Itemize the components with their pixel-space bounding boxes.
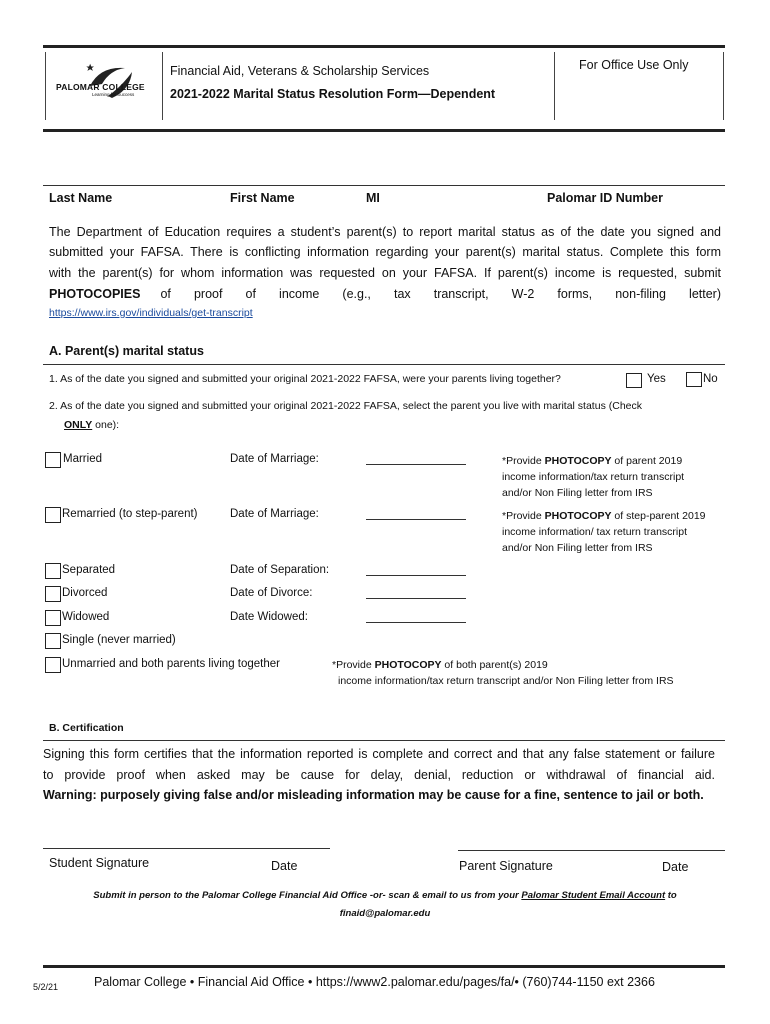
married-label: Married	[63, 453, 102, 465]
separated-label: Separated	[62, 564, 116, 576]
financial-aid-email: finaid@palomar.edu	[339, 908, 431, 919]
logo-text: PALOMAR COLLEGE	[56, 82, 145, 92]
married-note: *Provide PHOTOCOPY of parent 2019 income information/tax return transcript and/or Non Filing letter from IRS	[502, 455, 685, 499]
remarried-checkbox[interactable]	[45, 507, 61, 523]
date-of-separation-field[interactable]	[366, 575, 466, 576]
parent-signature-line[interactable]	[458, 850, 725, 851]
widowed-checkbox[interactable]	[45, 610, 61, 626]
photocopies-emphasis: PHOTOCOPIES	[49, 287, 141, 301]
mi-label: MI	[366, 191, 380, 205]
department-name: Financial Aid, Veterans & Scholarship Services	[170, 64, 430, 78]
title-cell	[162, 52, 555, 120]
intro-line-2: submitted your FAFSA. There is conflicting information regarding your parent(s) marital status. Complete this form	[49, 245, 721, 259]
unmarried-together-label: Unmarried and both parents living together	[62, 658, 280, 670]
footer-contact: Palomar College • Financial Aid Office • https://www2.palomar.edu/pages/fa/• (760)744-1150 ext 2366	[94, 975, 655, 989]
one-text: one):	[92, 419, 120, 431]
date-of-divorce-field[interactable]	[366, 598, 466, 599]
parent-date-label: Date	[662, 860, 689, 874]
date-of-marriage-label: Date of Marriage:	[230, 453, 319, 465]
intro-line-4	[49, 287, 721, 301]
date-of-divorce-label: Date of Divorce:	[230, 587, 313, 599]
date-of-remarriage-field[interactable]	[366, 519, 466, 520]
parents-together-yes-checkbox[interactable]	[626, 373, 642, 388]
remarried-label: Remarried (to step-parent)	[62, 508, 198, 520]
separated-checkbox[interactable]	[45, 563, 61, 579]
section-a-rule	[43, 364, 725, 365]
name-row-rule	[43, 185, 725, 186]
section-a-heading: A. Parent(s) marital status	[49, 344, 204, 358]
divorced-checkbox[interactable]	[45, 586, 61, 602]
no-label: No	[703, 373, 718, 385]
form-version: 5/2/21	[33, 982, 59, 992]
parent-signature-label: Parent Signature	[459, 859, 553, 873]
question-2-line-1: 2. As of the date you signed and submitted your original 2021-2022 FAFSA, select the parent you live with marital status (Check	[49, 400, 642, 412]
only-emphasis: ONLY	[64, 419, 93, 431]
palomar-id-label: Palomar ID Number	[547, 191, 664, 205]
unmarried-together-checkbox[interactable]	[45, 657, 61, 673]
single-label: Single (never married)	[62, 634, 176, 646]
yes-label: Yes	[647, 373, 666, 385]
section-b-rule	[43, 740, 725, 741]
section-b-heading: B. Certification	[49, 722, 124, 734]
student-signature-label: Student Signature	[49, 856, 150, 870]
divorced-label: Divorced	[62, 587, 108, 599]
student-date-label: Date	[271, 859, 298, 873]
question-1: 1. As of the date you signed and submitted your original 2021-2022 FAFSA, were your parents living together?	[49, 373, 561, 385]
question-2-line-2	[64, 419, 119, 431]
widowed-label: Widowed	[62, 611, 110, 623]
intro-line-1: The Department of Education requires a student’s parent(s) to report marital status as of the date you signed and	[49, 225, 721, 239]
certification-line-2: to provide proof when asked may be cause for delay, denial, reduction or withdrawal of financial aid.	[43, 768, 715, 782]
logo-tagline: Learning for Success	[92, 92, 135, 97]
certification-line-1: Signing this form certifies that the information reported is complete and correct and that any false statement or failure	[43, 747, 715, 761]
certification-warning: Warning: purposely giving false and/or misleading information may be cause for a fine, sentence to jail or both.	[43, 788, 704, 802]
logo-cell	[45, 52, 163, 120]
date-of-remarriage-label: Date of Marriage:	[230, 508, 319, 520]
header-bottom-rule	[43, 129, 725, 132]
unmarried-note: *Provide PHOTOCOPY of both parent(s) 2019 income information/tax return transcript and/or Non Filing letter from IRS	[332, 659, 674, 687]
married-checkbox[interactable]	[45, 452, 61, 468]
student-signature-line[interactable]	[43, 848, 330, 849]
office-use-cell	[555, 52, 724, 120]
date-widowed-field[interactable]	[366, 622, 466, 623]
irs-transcript-link[interactable]: https://www.irs.gov/individuals/get-transcript	[49, 307, 253, 319]
parents-together-no-checkbox[interactable]	[686, 372, 702, 387]
form-title: 2021-2022 Marital Status Resolution Form—Dependent	[170, 87, 496, 101]
date-of-separation-label: Date of Separation:	[230, 564, 330, 576]
remarried-note: *Provide PHOTOCOPY of step-parent 2019 income information/ tax return transcript and/or Non Filing letter from IRS	[502, 510, 706, 554]
single-checkbox[interactable]	[45, 633, 61, 649]
date-of-marriage-field[interactable]	[366, 464, 466, 465]
submission-instructions: Submit in person to the Palomar College Financial Aid Office -or- scan & email to us from your Palomar Student Email Account to finaid@palomar.edu	[60, 887, 710, 923]
footer-rule	[43, 965, 725, 968]
date-widowed-label: Date Widowed:	[230, 611, 308, 623]
intro-line-4-rest: of proof of income (e.g., tax transcript, W-2 forms, non-filing letter)	[160, 287, 721, 301]
header-top-rule	[43, 45, 725, 48]
first-name-label: First Name	[230, 191, 295, 205]
last-name-label: Last Name	[49, 191, 113, 205]
office-use-label: For Office Use Only	[579, 58, 689, 72]
intro-line-3: with the parent(s) for whom information was requested on your FAFSA. If parent(s) income is requested, submit	[49, 266, 721, 280]
